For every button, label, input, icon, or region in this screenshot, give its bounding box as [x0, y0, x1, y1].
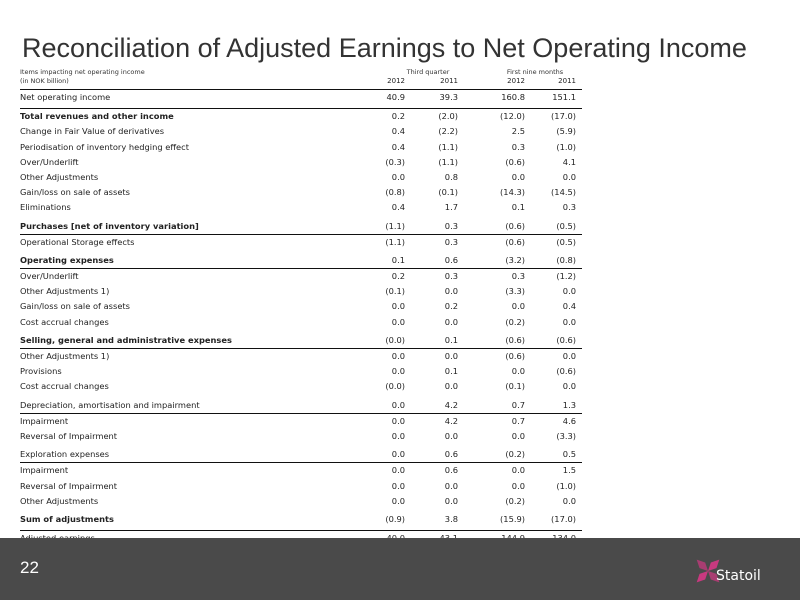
row-value: (0.1)	[385, 286, 405, 297]
row-value: 0.0	[562, 286, 576, 297]
row-value: 0.0	[562, 495, 576, 506]
row-value: 0.4	[391, 126, 405, 137]
year-header: 2011	[440, 77, 458, 85]
row-value: 160.8	[501, 92, 525, 102]
row-value: 0.3	[444, 271, 458, 282]
row-value: 0.7	[511, 415, 525, 426]
table-row	[20, 315, 582, 330]
row-label: Other Adjustments 1)	[20, 286, 110, 297]
row-value: (1.1)	[385, 220, 405, 231]
table-row	[20, 234, 582, 250]
row-value: 0.0	[444, 381, 458, 392]
row-label: Over/Underlift	[20, 271, 79, 282]
row-value: (17.0)	[551, 513, 576, 524]
row-label: Impairment	[20, 415, 69, 426]
row-value: 151.1	[552, 92, 576, 102]
table-row	[20, 170, 582, 185]
row-label: Net operating income	[20, 92, 111, 102]
row-value: (2.0)	[438, 111, 458, 122]
table-row	[20, 185, 582, 200]
row-value: 0.0	[562, 316, 576, 327]
row-value: 0.6	[444, 449, 458, 460]
row-value: 0.8	[444, 171, 458, 182]
row-value: (0.0)	[385, 334, 405, 345]
row-label: Reversal of Impairment	[20, 480, 118, 491]
row-value: (1.2)	[556, 271, 576, 282]
row-value: (17.0)	[551, 111, 576, 122]
table-row	[20, 494, 582, 509]
row-label: Purchases [net of inventory variation]	[20, 220, 199, 231]
header-caption: Items impacting net operating income	[20, 68, 145, 76]
row-value: 2.5	[511, 126, 525, 137]
row-value: (0.6)	[556, 334, 576, 345]
row-value: 0.3	[562, 202, 576, 213]
row-value: 0.3	[444, 220, 458, 231]
row-value: (3.2)	[505, 254, 525, 265]
table-row	[20, 462, 582, 478]
row-value: 0.0	[562, 351, 576, 361]
row-value: 0.0	[391, 171, 405, 182]
row-value: (0.6)	[505, 351, 525, 361]
row-value: 0.0	[391, 316, 405, 327]
row-value: 0.0	[391, 301, 405, 312]
row-label: Cost accrual changes	[20, 381, 109, 392]
row-value: 0.0	[511, 465, 525, 476]
row-value: (15.9)	[500, 513, 525, 524]
row-value: (14.3)	[500, 187, 525, 198]
row-label: Other Adjustments	[20, 495, 99, 506]
row-label: Selling, general and administrative expenses	[20, 334, 232, 345]
row-value: (3.3)	[556, 430, 576, 441]
footer-bar	[0, 538, 800, 600]
row-value: (3.3)	[505, 286, 525, 297]
row-value: 3.8	[444, 513, 458, 524]
row-value: 0.0	[391, 351, 405, 361]
row-value: 0.0	[511, 480, 525, 491]
row-value: (14.5)	[551, 187, 576, 198]
row-value: (0.5)	[556, 220, 576, 231]
row-value: 0.0	[511, 430, 525, 441]
row-value: (0.0)	[385, 381, 405, 392]
row-label: Impairment	[20, 465, 69, 476]
table-row	[20, 512, 582, 527]
row-value: 0.0	[444, 480, 458, 491]
table-row	[20, 413, 582, 429]
row-value: 0.0	[562, 171, 576, 182]
row-value: 0.0	[444, 430, 458, 441]
table-row	[20, 429, 582, 444]
row-label: Total revenues and other income	[20, 111, 174, 122]
year-header: 2012	[507, 77, 525, 85]
row-value: 1.7	[444, 202, 458, 213]
row-label: Depreciation, amortisation and impairment	[20, 399, 200, 410]
table-row	[20, 348, 582, 364]
row-value: (0.2)	[505, 449, 525, 460]
row-value: 0.0	[391, 415, 405, 426]
row-value: 1.5	[562, 465, 576, 476]
row-value: 0.0	[391, 480, 405, 491]
row-value: 0.6	[444, 465, 458, 476]
row-value: (0.3)	[385, 156, 405, 167]
row-value: 0.0	[511, 301, 525, 312]
row-value: (0.5)	[556, 236, 576, 247]
row-value: (0.6)	[505, 236, 525, 247]
row-value: 0.2	[444, 301, 458, 312]
row-value: 40.9	[386, 92, 405, 102]
row-value: 1.3	[562, 399, 576, 410]
row-value: (0.1)	[505, 381, 525, 392]
row-value: 0.7	[511, 399, 525, 410]
row-value: 0.3	[511, 271, 525, 282]
row-value: (1.0)	[556, 141, 576, 152]
row-value: 0.0	[391, 366, 405, 377]
table-row	[20, 333, 582, 348]
row-value: 0.3	[511, 141, 525, 152]
row-label: Over/Underlift	[20, 156, 79, 167]
group-first-nine-months: First nine months	[506, 68, 564, 76]
row-value: 0.1	[391, 254, 405, 265]
row-value: (0.2)	[505, 495, 525, 506]
row-value: (5.9)	[556, 126, 576, 137]
row-label: Operating expenses	[20, 254, 114, 265]
table-row	[20, 253, 582, 268]
row-value: 0.4	[391, 141, 405, 152]
row-label: Eliminations	[20, 202, 71, 213]
row-label: Other Adjustments	[20, 171, 99, 182]
table-row	[20, 268, 582, 284]
table-row	[20, 284, 582, 299]
year-header: 2011	[558, 77, 576, 85]
row-value: 0.0	[444, 351, 458, 361]
row-value: 0.0	[391, 399, 405, 410]
row-value: 0.0	[444, 316, 458, 327]
table-row	[20, 155, 582, 170]
row-value: 0.0	[444, 286, 458, 297]
row-value: (1.1)	[438, 141, 458, 152]
row-value: 39.3	[439, 92, 458, 102]
row-label: Exploration expenses	[20, 449, 110, 460]
row-value: (0.6)	[505, 334, 525, 345]
row-value: 0.0	[562, 381, 576, 392]
row-label: Change in Fair Value of derivatives	[20, 126, 165, 137]
row-value: 0.0	[391, 495, 405, 506]
row-value: 0.0	[391, 430, 405, 441]
row-value: 0.0	[444, 495, 458, 506]
row-value: (0.9)	[385, 513, 405, 524]
row-value: 0.0	[391, 465, 405, 476]
row-label: Periodisation of inventory hedging effect	[20, 141, 189, 152]
row-value: 4.2	[444, 399, 458, 410]
row-label: Reversal of Impairment	[20, 430, 118, 441]
logo-text: Statoil	[716, 568, 761, 584]
table-body	[20, 90, 582, 546]
table-row	[20, 108, 582, 124]
row-value: 0.0	[391, 449, 405, 460]
table-row	[20, 379, 582, 394]
row-value: (1.0)	[556, 480, 576, 491]
row-value: (0.8)	[556, 254, 576, 265]
row-label: Gain/loss on sale of assets	[20, 301, 131, 312]
table-row	[20, 200, 582, 215]
row-value: 0.5	[562, 449, 576, 460]
row-value: 4.2	[444, 415, 458, 426]
row-value: 0.2	[391, 271, 405, 282]
row-value: (1.1)	[385, 236, 405, 247]
row-label: Gain/loss on sale of assets	[20, 187, 131, 198]
row-value: 0.1	[444, 366, 458, 377]
row-value: 0.0	[511, 366, 525, 377]
header-unit: (in NOK billion)	[20, 77, 69, 85]
row-label: Provisions	[20, 366, 62, 377]
row-value: (0.6)	[505, 156, 525, 167]
table-row	[20, 140, 582, 155]
row-value: 0.4	[391, 202, 405, 213]
reconciliation-table	[20, 66, 582, 546]
row-value: (2.2)	[438, 126, 458, 137]
row-label: Sum of adjustments	[20, 513, 114, 524]
row-value: 0.6	[444, 254, 458, 265]
row-value: (0.6)	[505, 220, 525, 231]
slide-title: Reconciliation of Adjusted Earnings to Net Operating Income	[22, 33, 747, 63]
row-value: (0.1)	[438, 187, 458, 198]
row-label: Operational Storage effects	[20, 236, 135, 247]
table-row	[20, 124, 582, 139]
row-value: (0.2)	[505, 316, 525, 327]
row-value: (12.0)	[500, 111, 525, 122]
row-value: 0.4	[562, 301, 576, 312]
table-row	[20, 299, 582, 314]
table-row	[20, 479, 582, 494]
row-value: 0.3	[444, 236, 458, 247]
row-value: 0.2	[391, 111, 405, 122]
row-value: 4.6	[562, 415, 576, 426]
row-value: (0.6)	[556, 366, 576, 377]
table-row	[20, 447, 582, 462]
row-value: 0.0	[511, 171, 525, 182]
row-label: Cost accrual changes	[20, 316, 109, 327]
row-label: Other Adjustments 1)	[20, 351, 110, 361]
row-value: 4.1	[562, 156, 576, 167]
table-header	[20, 66, 582, 90]
table-row	[20, 219, 582, 234]
table-row	[20, 90, 582, 105]
table-row	[20, 364, 582, 379]
row-value: 0.1	[511, 202, 525, 213]
row-value: 0.1	[444, 334, 458, 345]
row-value: (1.1)	[438, 156, 458, 167]
year-header: 2012	[387, 77, 405, 85]
group-third-quarter: Third quarter	[406, 68, 450, 76]
page-number: 22	[20, 558, 39, 577]
row-value: (0.8)	[385, 187, 405, 198]
table-row	[20, 398, 582, 413]
